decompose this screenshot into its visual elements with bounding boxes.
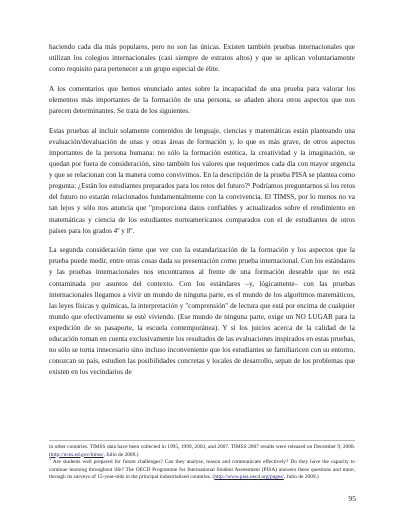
paragraph-2: A los comentarios que hemos enunciado antes sobre la incapacidad de una prueba para valorar los elementos más importantes de la formación de una persona, se añaden ahora otros aspectos que nos parecen determinantes. Se trata de los siguientes.	[49, 84, 355, 116]
footnotes	[49, 444, 355, 482]
paragraph-3: Estas pruebas al incluir solamente contenidos de lenguaje, ciencias y matemáticas están planteando una evaluación/devaluación de unas y otras áreas de formación y, lo que es más grave, de otros aspectos importantes de la persona humana: no sólo la formación estética, la creatividad y la imaginación, se quedan por fuera de consideración, sino también los valores que requerimos cada día con mayor urgencia y que se relacionan con la manera como convivimos. En la descripción de la prueba PISA se plantea como pregunta: ¿Están los estudiantes preparados para los retos del futuro?⁵ Podríamos preguntarnos si los retos del futuro no estarán relacionados fundamentalmente con la convivencia. El TIMSS, por lo menos no va tan lejos y sólo nos anuncia que "proporciona datos confiables y actualizados sobre el rendimiento en matemáticas y ciencia de los estudiantes norteamericanos comparados con el de estudiantes de otros países para los grados 4º y 8º.	[49, 126, 355, 235]
paragraph-4: La segunda consideración tiene que ver con la estandarización de la formación y los aspectos que la prueba puede medir, entre otras cosas dada su presentación como prueba internacional. Con los estándares y las pruebas internacionales nos encontramos al frente de una formación deseable que no está contaminada por asuntos del contexto. Con los estándares –y, lógicamente– con las pruebas internacionales llegamos a vivir un mundo de ninguna parte, es el mundo de los algoritmos matemáticos, las leyes físicas y químicas, la interpretación y "comprensión" de lectura que está por encima de cualquier mundo que efectivamente se esté viviendo. (Ese mundo de ninguna parte, exige un NO LUGAR para la expedición de su pasaporte, la escuela contemporánea). Y si los juicios acerca de la calidad de la educación toman en cuenta exclusivamente los resultados de las evaluaciones inspirados en estas pruebas, no sólo se torna innecesario sino incluso inconveniente que los estudiantes se familiaricen con su entorno, conozcan su país, estudien las posibilidades concretas y locales de desarrollo, sepan de los problemas que existen en los vecindarios de	[49, 246, 355, 377]
footnote-4-link[interactable]: http://nces.ed.gov/timss/	[50, 451, 104, 458]
paragraph-1: haciendo cada día más populares, pero no son las únicas. Existen también pruebas internacionales que utilizan los colegios internacionales (casi siempre de estratos altos) y que se aplican voluntariamente como requisito para pertenecer a un grupo especial de élite.	[49, 43, 355, 74]
footnote-5-mark: 5	[49, 456, 52, 462]
footnote-5-link[interactable]: http://www.pisa.oecd.org/pages/	[214, 474, 284, 481]
footnote-5-text: Are students well prepared for future challenges? Can they analyse, reason and communicate effectively? Do they have the capacity to continue learning throughout life? The OECD Programme for International Student Assessment (PISA) answers these questions and more, through its surveys of 15-year-olds in the principal industrialised countries. (	[49, 459, 355, 481]
footnote-4-text: in other countries. TIMSS data have been collected in 1995, 1999, 2003, and 2007. TIMSS 2007 results were released on December 9, 2008. (	[49, 444, 355, 458]
footnote-4-tail: , Julio de 2009.)	[103, 451, 139, 458]
body-text	[49, 42, 355, 378]
footnote-separator	[49, 440, 355, 441]
page-number: 95	[348, 494, 356, 503]
footnote-5	[49, 456, 355, 482]
footnote-4	[49, 444, 355, 462]
footnote-5-tail: , Julio de 2009.)	[283, 474, 319, 481]
